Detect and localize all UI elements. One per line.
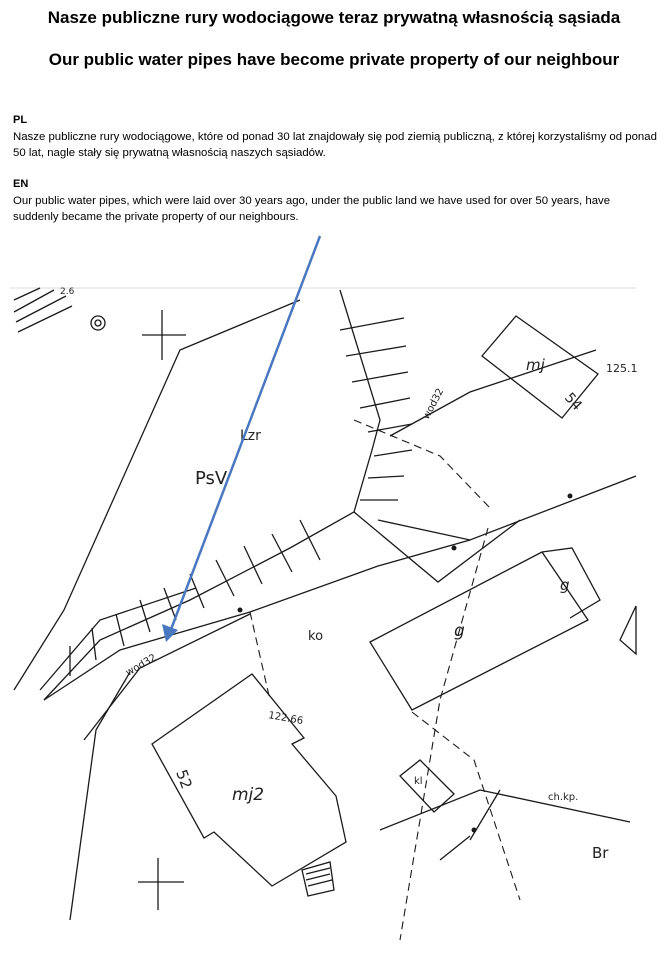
label-elev-122: 122.66: [267, 710, 304, 728]
label-g-small: g: [560, 576, 570, 594]
label-54: 54: [561, 389, 585, 414]
label-chkp: ch.kp.: [548, 792, 579, 803]
label-mj2: mj2: [232, 785, 265, 805]
map-linework: [10, 288, 636, 920]
label-en: EN: [13, 178, 29, 190]
label-wod-upper: wod32: [420, 386, 447, 422]
map-dashed-lines: [250, 420, 520, 940]
label-g-large: g: [454, 621, 465, 641]
label-pl: PL: [13, 114, 28, 126]
label-br: Br: [592, 844, 609, 862]
label-lzr: Lzr: [240, 428, 261, 444]
map-labels: [60, 287, 638, 862]
paragraph-pl: Nasze publiczne rury wodociągowe, które od ponad 30 lat znajdowały się pod ziemią publiczną, z której korzystaliśmy od ponad 50 lat, nagle stały się prywatną własnością naszych sąsiadów.: [13, 131, 657, 159]
paragraph-en: Our public water pipes, which were laid over 30 years ago, under the public land we have used for over 50 years, have suddenly became the private property of our neighbours.: [13, 195, 611, 223]
label-elev-125: 125.1: [606, 362, 638, 375]
label-mj-top: mj: [526, 356, 545, 374]
title-polish: Nasze publiczne rury wodociągowe teraz prywatną własnością sąsiada: [47, 8, 621, 27]
label-wod-lower: wod32: [124, 652, 159, 679]
label-corner-top: 2.6: [60, 287, 75, 297]
label-52: 52: [172, 767, 196, 792]
label-kl: kl: [414, 776, 423, 787]
title-english: Our public water pipes have become private property of our neighbour: [48, 50, 620, 69]
label-ko: ko: [308, 629, 324, 644]
label-psv: PsV: [195, 468, 228, 489]
